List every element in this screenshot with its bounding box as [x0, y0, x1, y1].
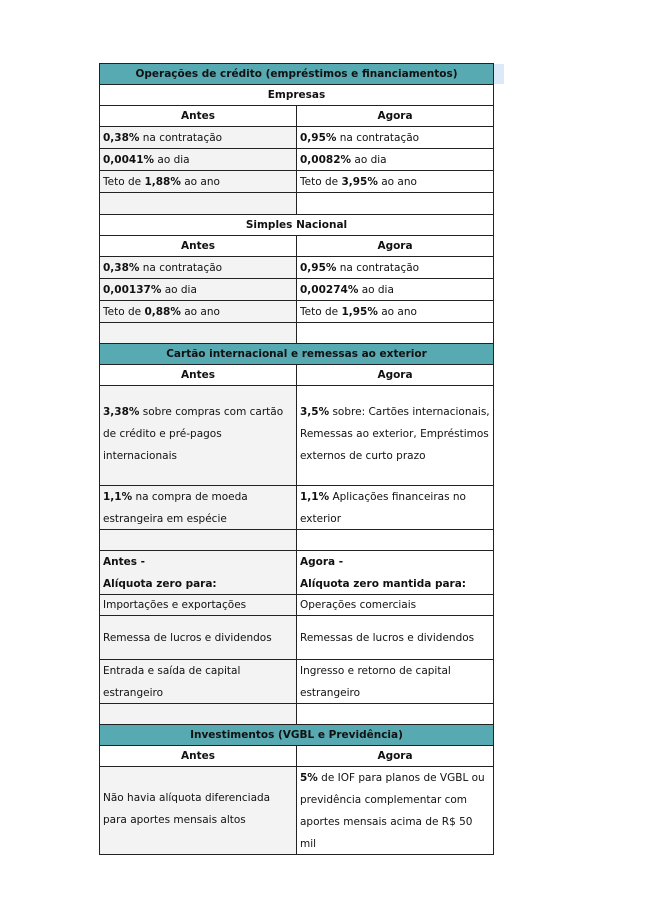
agora-header: Agora: [297, 365, 494, 385]
agora-cell: Ingresso e retorno de capital estrangeiro: [297, 660, 494, 703]
antes-cell: 0,38% na contratação: [100, 127, 297, 148]
antes-cell: Teto de 1,88% ao ano: [100, 171, 297, 192]
subsection-header-simples: [100, 215, 494, 236]
subsection-header-empresas: [100, 85, 494, 106]
antes-cell: Remessa de lucros e dividendos: [100, 616, 297, 659]
antes-cell: 0,0041% ao dia: [100, 149, 297, 170]
empty-cell: [297, 704, 494, 724]
agora-cell: 0,00274% ao dia: [297, 279, 494, 300]
empty-cell: [297, 323, 494, 343]
empty-cell: [297, 193, 494, 214]
empty-cell: [100, 530, 297, 550]
table-row: [100, 660, 494, 704]
agora-cell: Operações comerciais: [297, 595, 494, 615]
table-row: [100, 486, 494, 530]
subsection-title: Simples Nacional: [100, 215, 494, 235]
antes-header: Antes: [100, 236, 297, 256]
subsection-title: Empresas: [100, 85, 494, 105]
antes-cell: 1,1% na compra de moeda estrangeira em espécie: [100, 486, 297, 529]
spacer-row: [100, 704, 494, 725]
column-header-row: [100, 236, 494, 257]
table-row: [100, 616, 494, 660]
antes-cell: 3,38% sobre compras com cartão de crédito e pré-pagos internacionais: [100, 386, 297, 485]
agora-cell: 0,95% na contratação: [297, 257, 494, 278]
iof-comparison-table: [99, 63, 494, 855]
table-row: [100, 279, 494, 301]
agora-header: Agora: [297, 106, 494, 126]
antes-header: Antes: [100, 746, 297, 766]
spacer-row: [100, 323, 494, 344]
agora-cell: 5% de IOF para planos de VGBL ou previdência complementar com aportes mensais acima de R$ 50 mil: [297, 767, 494, 854]
column-header-row: [100, 365, 494, 386]
agora-header: Agora: [297, 746, 494, 766]
section-header-credit: [100, 64, 494, 85]
antes-cell: 0,00137% ao dia: [100, 279, 297, 300]
antes-cell: Entrada e saída de capital estrangeiro: [100, 660, 297, 703]
agora-cell: 3,5% sobre: Cartões internacionais, Remessas ao exterior, Empréstimos externos de curto prazo: [297, 386, 494, 485]
antes-cell: Não havia alíquota diferenciada para aportes mensais altos: [100, 767, 297, 854]
empty-cell: [297, 530, 494, 550]
agora-cell: Remessas de lucros e dividendos: [297, 616, 494, 659]
table-row: [100, 149, 494, 171]
table-row: [100, 386, 494, 486]
antes-cell: Importações e exportações: [100, 595, 297, 615]
spacer-row: [100, 530, 494, 551]
section-title: Cartão internacional e remessas ao exterior: [100, 344, 494, 364]
empty-cell: [100, 704, 297, 724]
agora-cell: 0,0082% ao dia: [297, 149, 494, 170]
antes-header: Antes: [100, 365, 297, 385]
agora-cell: 0,95% na contratação: [297, 127, 494, 148]
table-row: [100, 301, 494, 323]
section-header-cartao: [100, 344, 494, 365]
agora-header: Agora: [297, 236, 494, 256]
antes-header: Antes: [100, 106, 297, 126]
spacer-row: [100, 193, 494, 215]
agora-cell: Teto de 3,95% ao ano: [297, 171, 494, 192]
section-title: Operações de crédito (empréstimos e financiamentos): [100, 64, 494, 84]
table-row: [100, 127, 494, 149]
section-title: Investimentos (VGBL e Previdência): [100, 725, 494, 745]
table-row: [100, 767, 494, 855]
empty-cell: [100, 193, 297, 214]
section-header-invest: [100, 725, 494, 746]
column-header-row: [100, 106, 494, 127]
table-row: [100, 171, 494, 193]
agora-cell: 1,1% Aplicações financeiras no exterior: [297, 486, 494, 529]
empty-cell: [100, 323, 297, 343]
antes-cell: 0,38% na contratação: [100, 257, 297, 278]
agora-cell: Teto de 1,95% ao ano: [297, 301, 494, 322]
antes-cell: Teto de 0,88% ao ano: [100, 301, 297, 322]
agora-aliquota-label: Agora - Alíquota zero mantida para:: [297, 551, 494, 594]
aliquota-header-row: [100, 551, 494, 595]
antes-aliquota-label: Antes - Alíquota zero para:: [100, 551, 297, 594]
table-row: [100, 257, 494, 279]
column-header-row: [100, 746, 494, 767]
table-row: [100, 595, 494, 616]
